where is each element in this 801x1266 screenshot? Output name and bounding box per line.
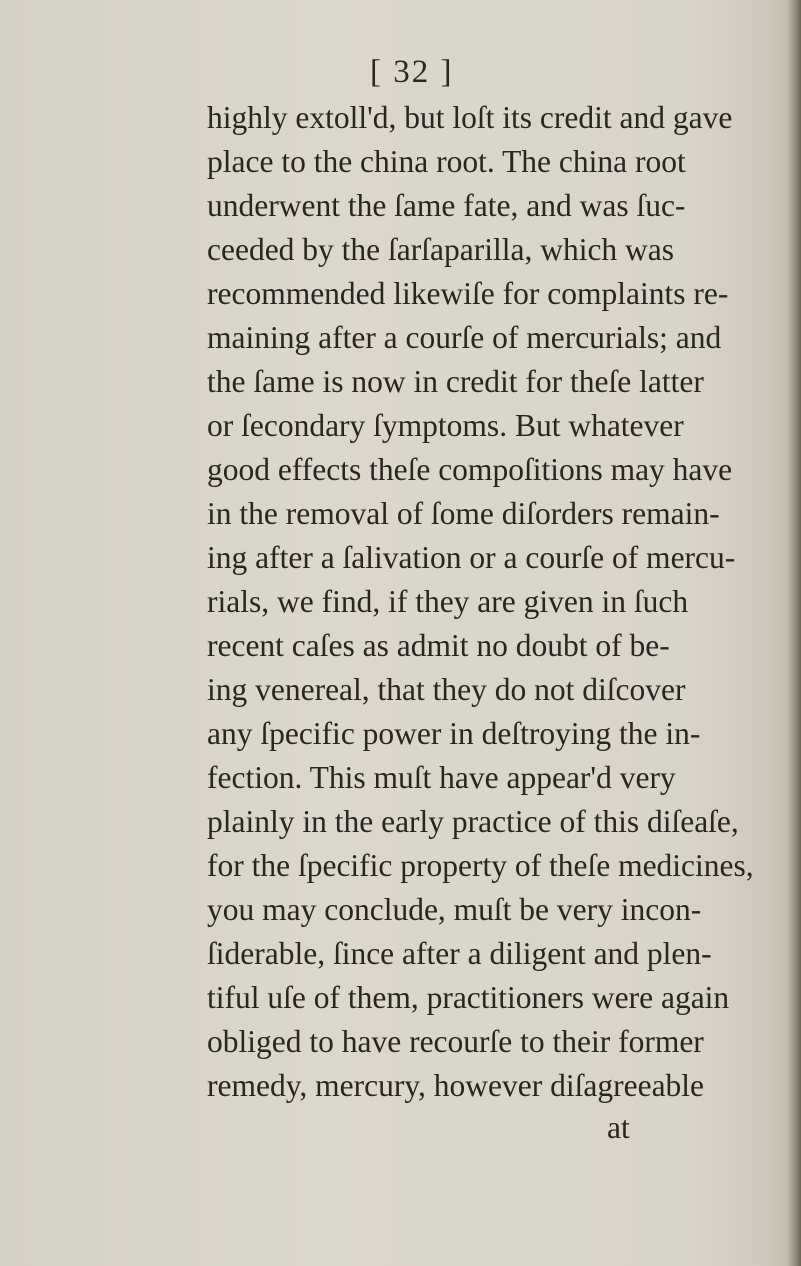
text-line: tiful uſe of them, practitioners were again bbox=[207, 980, 730, 1015]
text-line: highly extoll'd, but loſt its credit and gave bbox=[207, 100, 733, 135]
text-line: obliged to have recourſe to their former bbox=[207, 1024, 704, 1059]
text-line: plainly in the early practice of this diſeaſe, bbox=[207, 804, 739, 839]
text-line: the ſame is now in credit for theſe latter bbox=[207, 364, 704, 399]
text-line: maining after a courſe of mercurials; and bbox=[207, 320, 722, 355]
text-line: you may conclude, muſt be very incon- bbox=[207, 892, 702, 927]
text-line: rials, we find, if they are given in ſuch bbox=[207, 584, 689, 619]
text-line: ſiderable, ſince after a diligent and plen- bbox=[207, 936, 712, 971]
text-line: remedy, mercury, however diſagreeable bbox=[207, 1068, 705, 1103]
text-line: in the removal of ſome diſorders remain- bbox=[207, 496, 720, 531]
text-line: place to the china root. The china root bbox=[207, 144, 686, 179]
catchword: at bbox=[607, 1110, 630, 1145]
text-line: for the ſpecific property of theſe medicines, bbox=[207, 848, 754, 883]
text-line: or ſecondary ſymptoms. But whatever bbox=[207, 408, 684, 443]
text-line: ceeded by the ſarſaparilla, which was bbox=[207, 232, 675, 267]
text-line: good effects theſe compoſitions may have bbox=[207, 452, 733, 487]
text-line: any ſpecific power in deſtroying the in- bbox=[207, 716, 701, 751]
text-line: ing after a ſalivation or a courſe of mercu- bbox=[207, 540, 736, 575]
text-line: recommended likewiſe for complaints re- bbox=[207, 276, 729, 311]
text-line: underwent the ſame fate, and was ſuc- bbox=[207, 188, 686, 223]
text-line: ing venereal, that they do not diſcover bbox=[207, 672, 686, 707]
page-number: [ 32 ] bbox=[370, 54, 454, 90]
text-line: fection. This muſt have appear'd very bbox=[207, 760, 676, 795]
text-line: recent caſes as admit no doubt of be- bbox=[207, 628, 670, 663]
